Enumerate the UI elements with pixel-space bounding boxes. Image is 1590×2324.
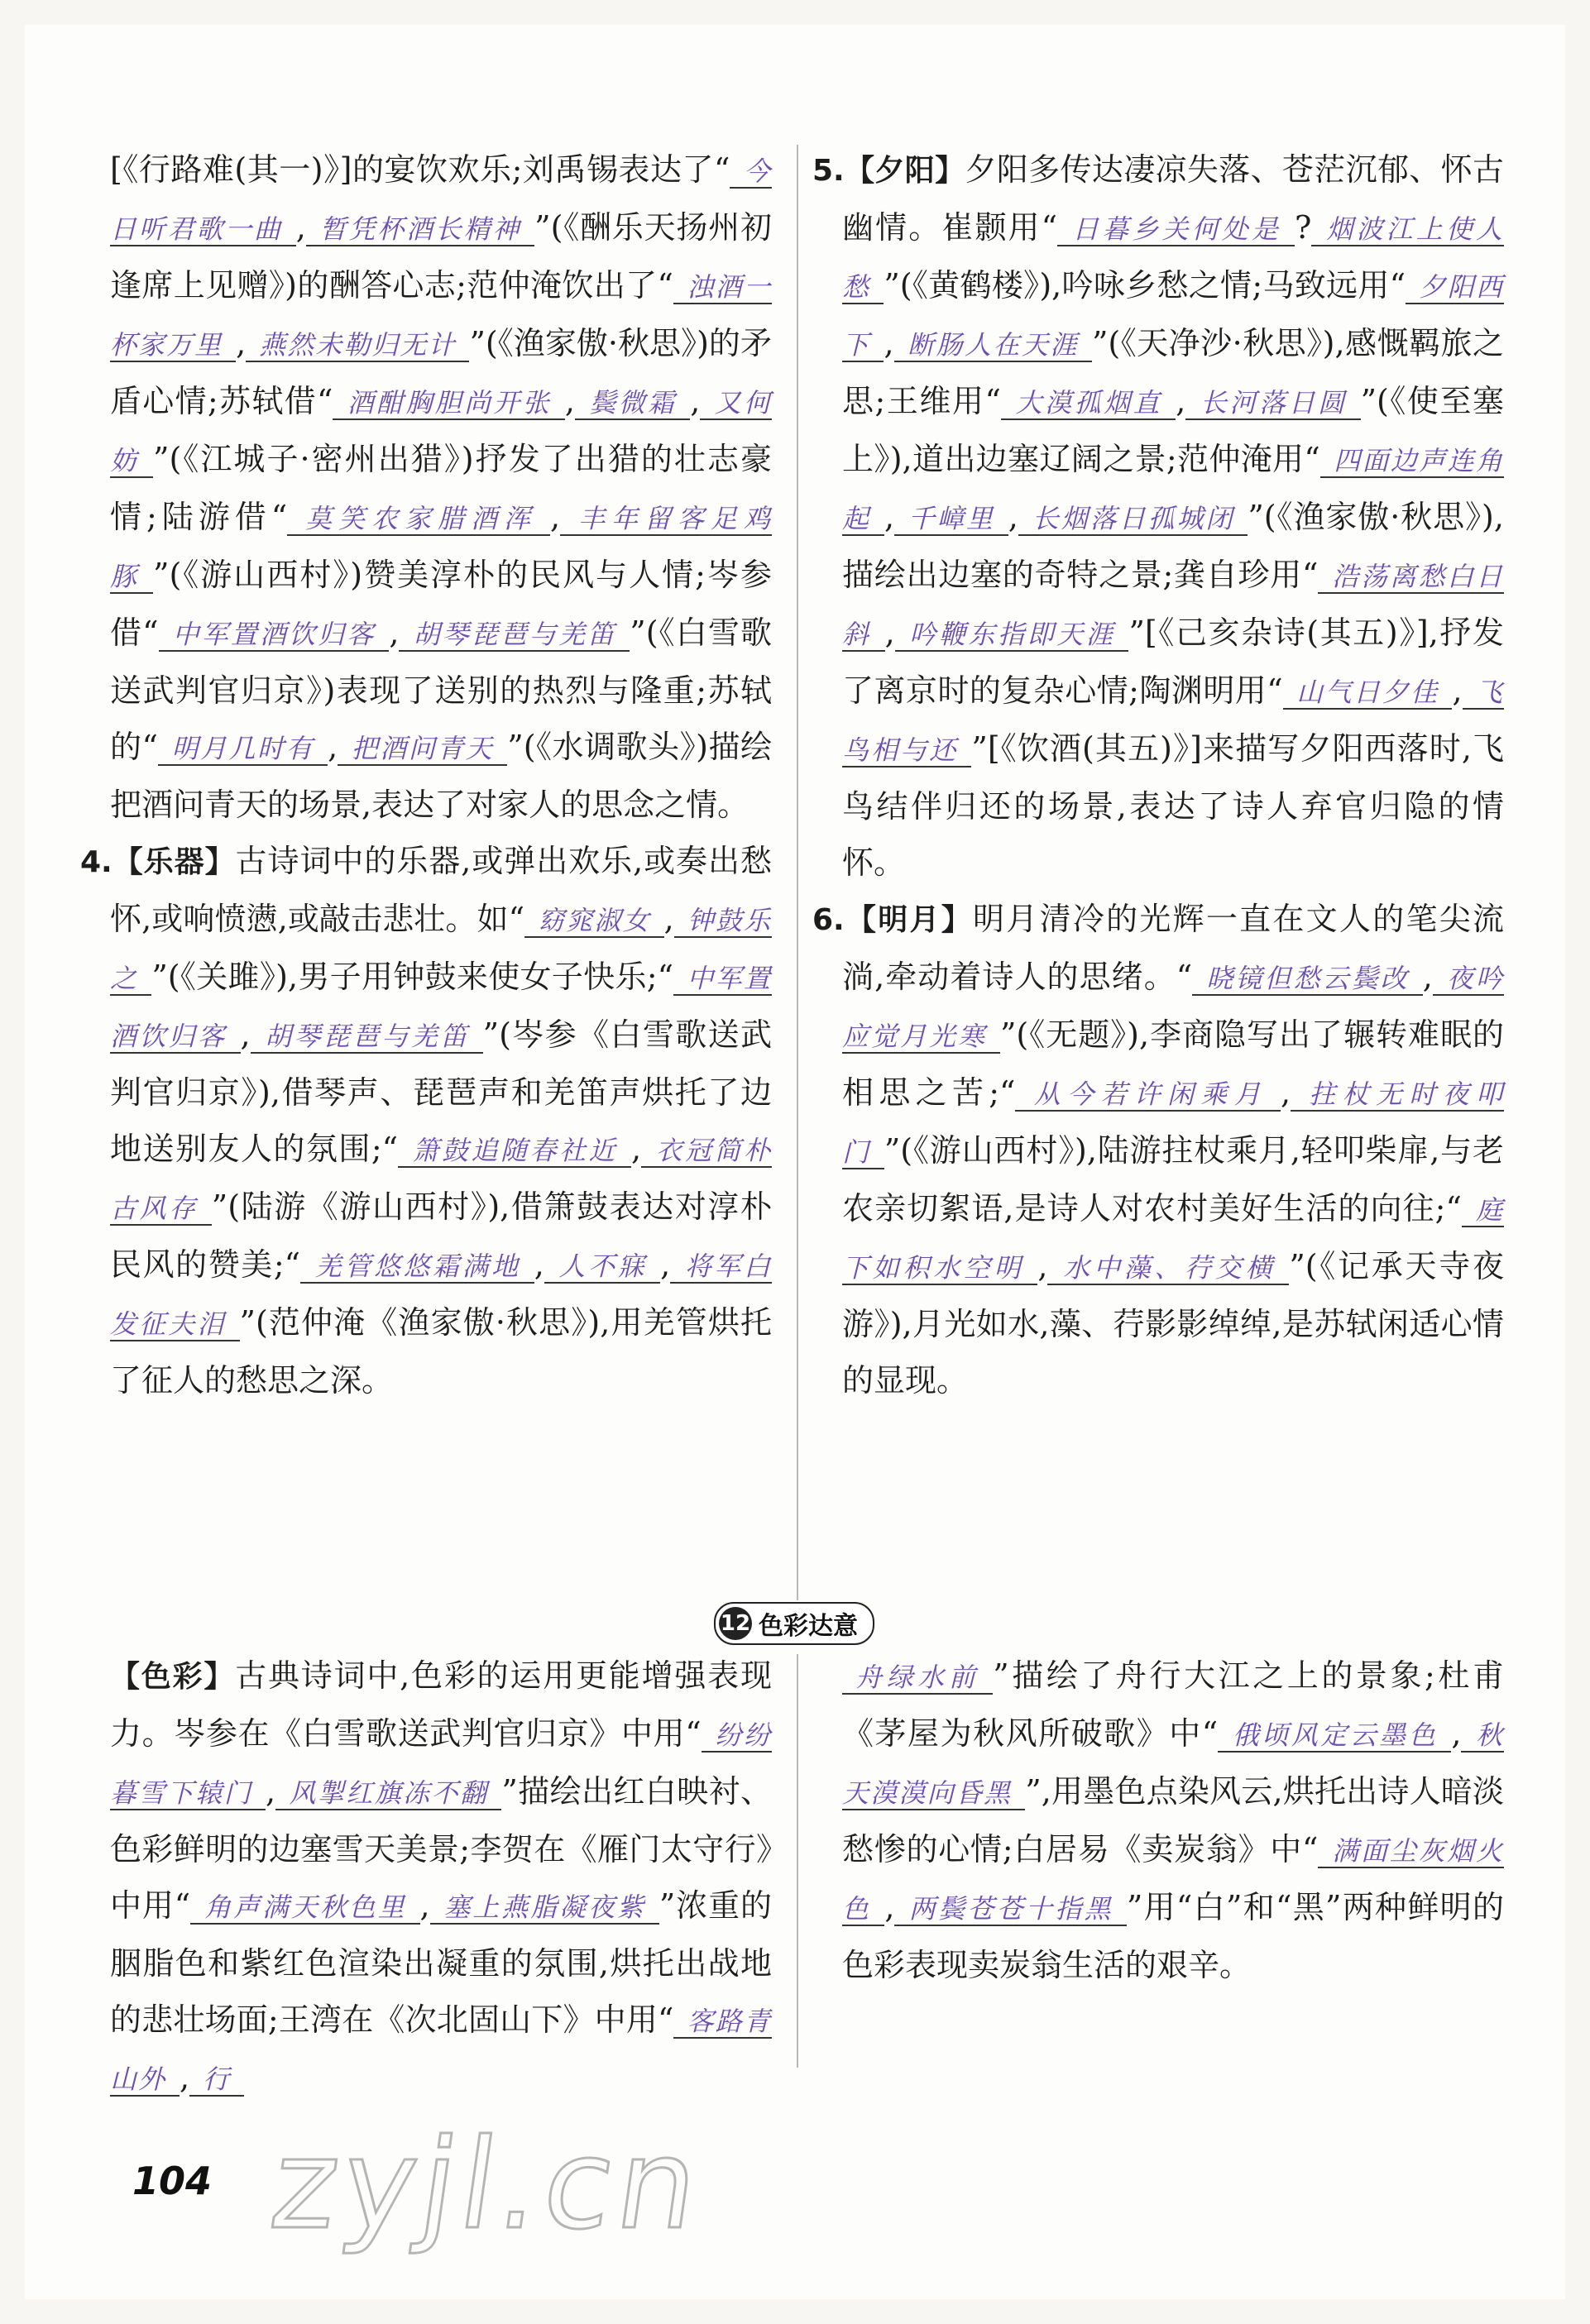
- text: ”,用墨色点染风云,烘托出诗人暗淡愁惨的心情;白居易《卖炭翁》中“: [842, 1773, 1504, 1867]
- answer-blank: 浊酒一杯家万里: [110, 271, 772, 361]
- answer-blank: 庭下如积水空明: [842, 1194, 1504, 1284]
- answer-blank: 日暮乡关何处是: [1057, 213, 1295, 246]
- text: [《行路难(其一)》]的宴饮欢乐;刘禹锡表达了“: [110, 151, 730, 188]
- page-number: 104: [132, 2159, 213, 2203]
- answer-blank: 从今若许闲乘月: [1015, 1078, 1281, 1112]
- text: ”(《无题》),李商隐写出了辗转难眠的相思之苦;“: [842, 1016, 1504, 1111]
- answer-blank: 中军置酒饮归客: [159, 619, 390, 652]
- answer-blank: 夜吟应觉月光寒: [842, 963, 1504, 1052]
- answer-blank: 秋天漠漠向昏黑: [842, 1719, 1504, 1809]
- left-column-top: [80, 141, 772, 1408]
- text: ”(《渔家傲·秋思》)的矛盾心情;苏轼借“: [110, 325, 772, 419]
- answer-blank: 浩荡离愁白日斜: [842, 561, 1504, 650]
- question-number: 5.: [812, 154, 845, 188]
- answer-blank: 飞鸟相与还: [842, 677, 1504, 766]
- watermark: zyjl.cn: [262, 2113, 712, 2257]
- answer-blank: 山气日夕佳: [1283, 677, 1453, 710]
- topic-tag: 【乐器】: [112, 845, 236, 879]
- answer-blank: 长烟落日孤城闭: [1018, 503, 1248, 536]
- answer-blank: 水中藻、荇交横: [1047, 1252, 1289, 1285]
- text: ?: [1294, 209, 1312, 246]
- answer-blank: 将军白发征夫泪: [110, 1250, 772, 1340]
- answer-blank: 把酒问青天: [338, 733, 507, 766]
- text: ”用“白”和“黑”两种鲜明的色彩表现卖炭翁生活的艰辛。: [842, 1889, 1504, 1983]
- answer-blank: 酒酣胸胆尚开张: [333, 387, 565, 420]
- answer-blank: 夕阳西下: [842, 271, 1504, 361]
- text: ”(《黄鹤楼》),吟咏乡愁之情;马致远用“: [884, 267, 1406, 304]
- answer-blank: 丰年留客足鸡豚: [110, 503, 772, 592]
- paragraph-wine: [《行路难(其一)》]的宴饮欢乐;刘禹锡表达了“ 今日听君歌一曲 , 暂凭杯酒长精神 ”(《酬乐天扬州初逢席上见赠》)的酬答心志;范仲淹饮出了“ 浊酒一杯家万里 , 燕然未勒归无计 ”(《渔家傲·秋思》)的矛盾心情;苏轼借“ 酒酣胸胆尚开张 , 鬓微霜 , 又何妨 ”(《江城子·密州出猎》)抒发了出猎的壮志豪情;陆游借“ 莫笑农家腊酒浑 , 丰年留客足鸡豚 ”(《游山西村》)赞美淳朴的民风与人情;岑参借“ 中军置酒饮归客 , 胡琴琵琶与羌笛 ”(《白雪歌送武判官归京》)表现了送别的热烈与隆重;苏轼的“ 明月几时有 , 把酒问青天 ”(《水调歌头》)描绘把酒问青天的场景,表达了对家人的思念之情。: [110, 151, 772, 823]
- answer-blank: 烟波江上使人愁: [842, 213, 1504, 303]
- answer-blank: 羌管悠悠霜满地: [300, 1250, 534, 1284]
- answer-blank: 塞上燕脂凝夜紫: [430, 1891, 659, 1925]
- answer-blank: 燕然未勒归无计: [246, 329, 469, 362]
- answer-blank: 今日听君歌一曲: [110, 155, 772, 245]
- text: ”描绘了舟行大江之上的景象;杜甫《茅屋为秋风所破歌》中“: [842, 1657, 1504, 1752]
- answer-blank: 舟绿水前: [842, 1662, 993, 1695]
- text: ”(《水调歌头》)描绘把酒问青天的场景,表达了对家人的思念之情。: [110, 729, 772, 823]
- right-column-top: [812, 141, 1504, 1408]
- text: ”(《游山西村》),陆游拄杖乘月,轻叩柴扉,与老农亲切絮语,是诗人对农村美好生活的向往;“: [842, 1132, 1504, 1227]
- text: 古典诗词中,色彩的运用更能增强表现力。岑参在《白雪歌送武判官归京》中用“: [110, 1657, 772, 1752]
- text: ”(《渔家傲·秋思》),描绘出边塞的奇特之景;龚自珍用“: [842, 499, 1504, 593]
- text: ”(《关雎》),男子用钟鼓来使女子快乐;“: [151, 959, 674, 995]
- answer-blank: 吟鞭东指即天涯: [895, 619, 1129, 652]
- question-number: 6.: [812, 903, 845, 937]
- column-divider: [797, 145, 798, 1600]
- question-number: 4.: [80, 845, 113, 879]
- answer-blank: 拄杖无时夜叩门: [842, 1078, 1504, 1168]
- answer-blank: 人不寐: [544, 1250, 660, 1284]
- answer-blank: 角声满天秋色里: [190, 1891, 419, 1925]
- text: ”(《记承天寺夜游》),月光如水,藻、荇影影绰绰,是苏轼闲适心情的显现。: [842, 1248, 1504, 1399]
- text: ”(《天净沙·秋思》),感慨羁旅之思;王维用“: [842, 325, 1504, 419]
- column-divider: [797, 1654, 798, 2068]
- answer-blank: 胡琴琵琶与羌笛: [399, 619, 630, 652]
- answer-blank: 箫鼓追随春社近: [398, 1135, 631, 1168]
- topic-tag: 【夕阳】: [844, 154, 965, 188]
- answer-blank: 千嶂里: [894, 503, 1008, 536]
- text: ”(岑参《白雪歌送武判官归京》),借琴声、琵琶声和羌笛声烘托了边地送别友人的氛围;“: [110, 1016, 772, 1167]
- section-title: 色彩达意: [759, 1612, 858, 1641]
- topic-tag: 【色彩】: [110, 1660, 236, 1694]
- text: ”[《己亥杂诗(其五)》],抒发了离京时的复杂心情;陶渊明用“: [842, 614, 1504, 709]
- question-6: 6.【明月】明月清冷的光辉一直在文人的笔尖流淌,牵动着诗人的思绪。“ 晓镜但愁云鬓改 , 夜吟应觉月光寒 ”(《无题》),李商隐写出了辗转难眠的相思之苦;“ 从今若许闲乘月 , 拄杖无时夜叩门 ”(《游山西村》),陆游拄杖乘月,轻叩柴扉,与老农亲切絮语,是诗人对农村美好生活的向往;“ 庭下如积水空明 , 水中藻、荇交横 ”(《记承天寺夜游》),月光如水,藻、荇影影绰绰,是苏轼闲适心情的显现。: [812, 901, 1504, 1399]
- answer-blank: 又何妨: [110, 387, 772, 476]
- text: ”(范仲淹《渔家傲·秋思》),用羌管烘托了征人的愁思之深。: [110, 1304, 772, 1399]
- answer-blank: 中军置酒饮归客: [110, 963, 772, 1052]
- answer-blank: 钟鼓乐之: [110, 905, 772, 994]
- text: ”(陆游《游山西村》),借箫鼓表达对淳朴民风的赞美;“: [110, 1188, 772, 1283]
- answer-blank: 行: [189, 2063, 244, 2097]
- left-column-bottom: [110, 1647, 772, 2107]
- answer-blank: 客路青山外: [110, 2006, 772, 2095]
- text: ”浓重的胭脂色和紫红色渲染出凝重的氛围,烘托出战地的悲壮场面;王湾在《次北固山下》中用“: [110, 1887, 772, 2038]
- answer-blank: 断肠人在天涯: [894, 329, 1092, 362]
- answer-blank: 风掣红旗冻不翻: [275, 1777, 501, 1810]
- answer-blank: 晓镜但愁云鬓改: [1192, 963, 1423, 996]
- answer-blank: 大漠孤烟直: [1001, 387, 1176, 420]
- answer-blank: 衣冠简朴古风存: [110, 1135, 772, 1224]
- text: ”[《饮酒(其五)》]来描写夕阳西落时,飞鸟结伴归还的场景,表达了诗人弃官归隐的情怀。: [842, 730, 1504, 881]
- answer-blank: 俄顷风定云墨色: [1218, 1719, 1451, 1753]
- paragraph-color-continued: 舟绿水前 ”描绘了舟行大江之上的景象;杜甫《茅屋为秋风所破歌》中“ 俄顷风定云墨色 , 秋天漠漠向昏黑 ”,用墨色点染风云,烘托出诗人暗淡愁惨的心情;白居易《卖炭翁》中“ 满面尘灰烟火色 , 两鬓苍苍十指黑 ”用“白”和“黑”两种鲜明的色彩表现卖炭翁生活的艰辛。: [842, 1657, 1504, 1983]
- text: 明月清冷的光辉一直在文人的笔尖流淌,牵动着诗人的思绪。“: [842, 901, 1504, 995]
- text: 古诗词中的乐器,或弹出欢乐,或奏出愁怀,或响愤懑,或敲击悲壮。如“: [110, 843, 772, 937]
- question-5: 5.【夕阳】夕阳多传达凄凉失落、苍茫沉郁、怀古幽情。崔颢用“ 日暮乡关何处是 ? 烟波江上使人愁 ”(《黄鹤楼》),吟咏乡愁之情;马致远用“ 夕阳西下 , 断肠人在天涯 ”(《天净沙·秋思》),感慨羁旅之思;王维用“ 大漠孤烟直 , 长河落日圆 ”(《使至塞上》),道出边塞辽阔之景;范仲淹用“ 四面边声连角起 , 千嶂里 , 长烟落日孤城闭 ”(《渔家傲·秋思》),描绘出边塞的奇特之景;龚自珍用“ 浩荡离愁白日斜 , 吟鞭东指即天涯 ”[《己亥杂诗(其五)》],抒发了离京时的复杂心情;陶渊明用“ 山气日夕佳 , 飞鸟相与还 ”[《饮酒(其五)》]来描写夕阳西落时,飞鸟结伴归还的场景,表达了诗人弃官归隐的情怀。: [812, 151, 1504, 881]
- section-number-badge: 12: [719, 1607, 752, 1640]
- text: ”(《江城子·密州出猎》)抒发了出猎的壮志豪情;陆游借“: [110, 441, 772, 535]
- question-4: 4.【乐器】古诗词中的乐器,或弹出欢乐,或奏出愁怀,或响愤懑,或敲击悲壮。如“ 窈窕淑女 , 钟鼓乐之 ”(《关雎》),男子用钟鼓来使女子快乐;“ 中军置酒饮归客 , 胡琴琵琶与羌笛 ”(岑参《白雪歌送武判官归京》),借琴声、琵琶声和羌笛声烘托了边地送别友人的氛围;“ 箫鼓追随春社近 , 衣冠简朴古风存 ”(陆游《游山西村》),借箫鼓表达对淳朴民风的赞美;“ 羌管悠悠霜满地 , 人不寐 , 将军白发征夫泪 ”(范仲淹《渔家傲·秋思》),用羌管烘托了征人的愁思之深。: [80, 843, 772, 1399]
- text: ”(《游山西村》)赞美淳朴的民风与人情;岑参借“: [110, 557, 772, 651]
- answer-blank: 四面边声连角起: [842, 445, 1504, 534]
- answer-blank: 暂凭杯酒长精神: [306, 213, 534, 246]
- paragraph-color: 【色彩】古典诗词中,色彩的运用更能增强表现力。岑参在《白雪歌送武判官归京》中用“ 纷纷暮雪下辕门 , 风掣红旗冻不翻 ”描绘出红白映衬、色彩鲜明的边塞雪天美景;李贺在《雁门太守行》中用“ 角声满天秋色里 , 塞上燕脂凝夜紫 ”浓重的胭脂色和紫红色渲染出凝重的氛围,烘托出战地的悲壮场面;王湾在《次北固山下》中用“ 客路青山外 , 行: [110, 1657, 772, 2096]
- topic-tag: 【明月】: [844, 903, 974, 937]
- text: ”(《使至塞上》),道出边塞辽阔之景;范仲淹用“: [842, 383, 1504, 477]
- text: ”(《酬乐天扬州初逢席上见赠》)的酬答心志;范仲淹饮出了“: [110, 209, 772, 304]
- text: 夕阳多传达凄凉失落、苍茫沉郁、怀古幽情。崔颢用“: [842, 151, 1504, 246]
- answer-blank: 长河落日圆: [1185, 387, 1360, 420]
- answer-blank: 鬓微霜: [575, 387, 690, 420]
- answer-blank: 莫笑农家腊酒浑: [287, 503, 550, 536]
- section-heading: [714, 1602, 874, 1645]
- answer-blank: 明月几时有: [158, 733, 328, 766]
- answer-blank: 满面尘灰烟火色: [842, 1835, 1504, 1925]
- answer-blank: 纷纷暮雪下辕门: [110, 1719, 772, 1809]
- answer-blank: 两鬓苍苍十指黑: [894, 1893, 1126, 1926]
- answer-blank: 窈窕淑女: [524, 905, 664, 938]
- right-column-bottom: [842, 1647, 1504, 1993]
- answer-blank: 胡琴琵琶与羌笛: [251, 1021, 483, 1054]
- text: ”(《白雪歌送武判官归京》)表现了送别的热烈与隆重;苏轼的“: [110, 614, 772, 765]
- text: ”描绘出红白映衬、色彩鲜明的边塞雪天美景;李贺在《雁门太守行》中用“: [110, 1773, 772, 1924]
